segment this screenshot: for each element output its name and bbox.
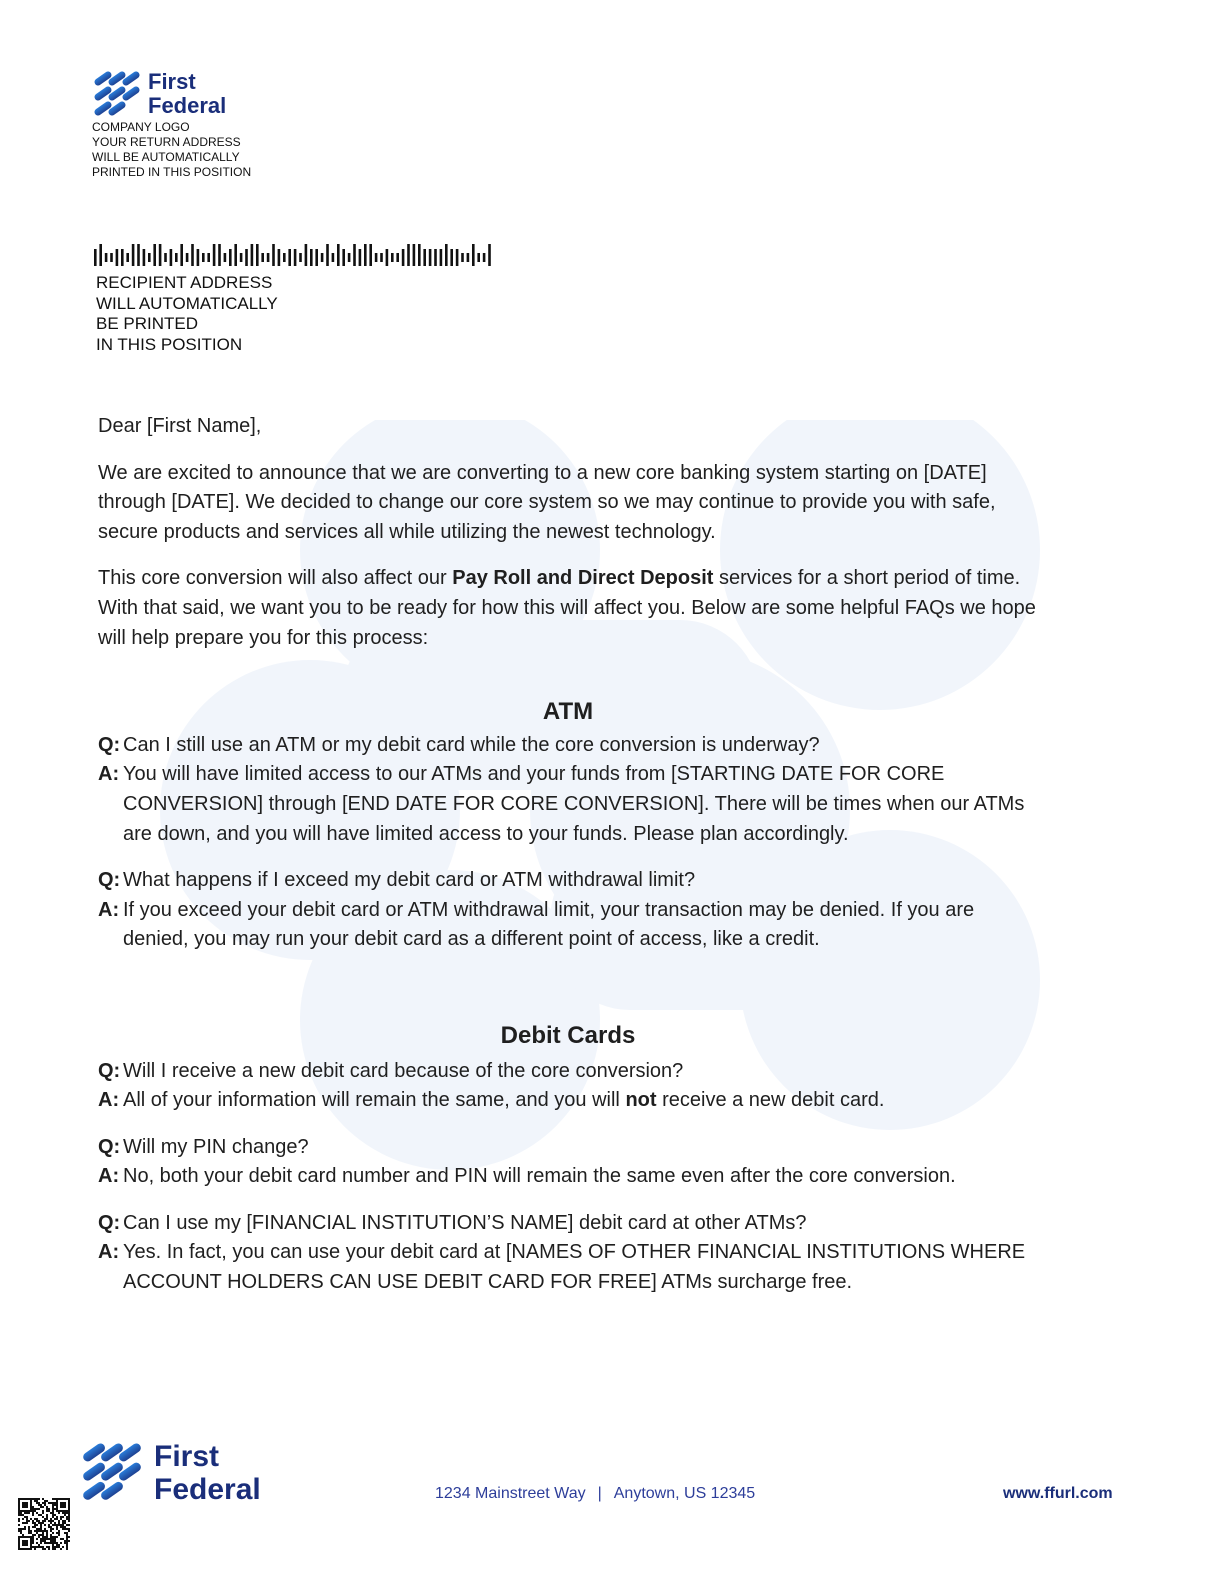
barcode-bar: [472, 244, 475, 266]
barcode-bar: [445, 244, 448, 266]
payroll-direct-deposit-emphasis: Pay Roll and Direct Deposit: [452, 567, 714, 590]
logo-wordmark: [148, 70, 226, 118]
return-address-line: COMPANY LOGO: [92, 120, 190, 134]
barcode-bar: [105, 253, 108, 262]
barcode-bar: [423, 249, 426, 266]
footer-city: Anytown, US 12345: [613, 1485, 756, 1502]
barcode-bar: [240, 253, 243, 262]
barcode-bar: [305, 244, 308, 266]
logo-word-line1: First: [148, 69, 196, 94]
barcode-bar: [407, 244, 410, 266]
greeting: Dear [First Name],: [98, 415, 262, 437]
recipient-line: RECIPIENT ADDRESS: [96, 273, 273, 292]
barcode-bar: [132, 244, 135, 266]
barcode-bar: [386, 249, 389, 266]
barcode-bar: [137, 244, 140, 266]
barcode-bar: [440, 249, 443, 266]
barcode-bar: [143, 249, 146, 266]
return-address: [92, 120, 251, 180]
section-title-atm: ATM: [542, 698, 594, 726]
barcode-bar: [434, 249, 437, 266]
company-logo: [92, 70, 232, 120]
barcode-bar: [191, 244, 194, 266]
answer-label: A:: [98, 1089, 120, 1112]
barcode-bar: [186, 253, 189, 262]
answer-label: A:: [98, 1165, 120, 1188]
recipient-address: [96, 273, 278, 355]
barcode-bar: [456, 249, 459, 266]
conversion-paragraph: This core conversion will also affect our Pay Roll and Direct Deposit services for a short period of time. With that said, we want you to be ready for how this will affect you. Below are some helpful FAQs we hope will help prepare you for this process:: [98, 567, 1036, 649]
barcode-bar: [197, 249, 200, 266]
footer-website-link[interactable]: www.ffurl.com: [1003, 1485, 1113, 1502]
barcode-bar: [380, 253, 383, 262]
footer-address: [435, 1485, 755, 1503]
barcode-bar: [483, 253, 486, 262]
footer-wordmark: [154, 1440, 261, 1506]
barcode-bar: [126, 253, 129, 262]
faq-item: [98, 731, 1038, 849]
section-title-debit-cards: Debit Cards: [500, 1021, 636, 1049]
barcode-bar: [110, 253, 113, 262]
barcode-bar: [418, 244, 421, 266]
barcode-bar: [364, 244, 367, 266]
barcode-bar: [251, 244, 254, 266]
not-emphasis: not: [625, 1089, 657, 1112]
question-label: Q:: [98, 733, 121, 756]
footer-word-line1: First: [154, 1440, 220, 1473]
barcode-bar: [245, 249, 248, 266]
barcode-bar: [337, 244, 340, 266]
answer-text: No, both your debit card number and PIN will remain the same even after the core conversion.: [123, 1165, 956, 1188]
answer-text: If you exceed your debit card or ATM withdrawal limit, your transaction may be denied. If you are denied, you may run your debit card as a different point of access, like a credit.: [123, 898, 975, 951]
footer-separator: |: [597, 1485, 602, 1502]
footer-word-line2: Federal: [154, 1473, 261, 1506]
answer-text: All of your information will remain the same, and you will not receive a new debit card.: [123, 1089, 885, 1112]
logo-mark-icon: [80, 1440, 144, 1502]
answer-label: A:: [98, 898, 120, 921]
return-address-line: WILL BE AUTOMATICALLY: [92, 150, 240, 164]
barcode-bar: [310, 249, 313, 266]
barcode-bar: [164, 253, 167, 262]
barcode-bar: [413, 244, 416, 266]
barcode-bar: [170, 249, 173, 266]
barcode-bar: [450, 249, 453, 266]
recipient-line: IN THIS POSITION: [96, 334, 243, 354]
barcode-bar: [461, 253, 464, 262]
barcode-bar: [283, 253, 286, 262]
question-label: Q:: [98, 1059, 121, 1082]
barcode-bar: [429, 249, 432, 266]
barcode-bar: [402, 249, 405, 266]
barcode-bar: [218, 244, 221, 266]
qr-code-icon: [18, 1498, 70, 1550]
barcode-bar: [207, 253, 210, 262]
recipient-line: WILL AUTOMATICALLY: [96, 293, 278, 313]
recipient-line: BE PRINTED: [96, 314, 199, 334]
barcode-bar: [477, 253, 480, 262]
logo-mark-icon: [92, 70, 142, 116]
barcode-bar: [315, 249, 318, 266]
faq-item: [98, 1209, 1038, 1298]
barcode-bar: [294, 249, 297, 266]
barcode-bar: [116, 249, 119, 266]
barcode-bar: [121, 249, 124, 266]
barcode-bar: [175, 253, 178, 262]
barcode-bar: [224, 253, 227, 262]
footer-logo: [80, 1440, 270, 1510]
barcode-bar: [229, 249, 232, 266]
faq-item: [98, 1057, 1038, 1116]
question-text: Will I receive a new debit card because of the core conversion?: [123, 1059, 684, 1082]
barcode-bar: [153, 244, 156, 266]
question-label: Q:: [98, 1211, 121, 1234]
return-address-line: YOUR RETURN ADDRESS: [92, 135, 241, 149]
answer-text: You will have limited access to our ATMs and your funds from [STARTING DATE FOR CORE CONVERSION] through [END DATE FOR CORE CONVERSION]. There will be times when our ATMs are down, and you will have limited access to your funds. Please plan accordingly.: [123, 763, 1025, 845]
question-label: Q:: [98, 869, 121, 892]
return-address-line: PRINTED IN THIS POSITION: [92, 165, 252, 179]
barcode-bar: [213, 244, 216, 266]
barcode-bar: [332, 253, 335, 262]
letter-body: [98, 412, 1038, 1315]
barcode-bar: [369, 244, 372, 266]
barcode-bar: [342, 249, 345, 266]
barcode-bar: [180, 244, 183, 266]
barcode-bar: [326, 244, 329, 266]
footer-street: 1234 Mainstreet Way: [435, 1485, 586, 1502]
faq-item: [98, 1133, 1038, 1192]
question-text: Can I use my [FINANCIAL INSTITUTION’S NAME] debit card at other ATMs?: [123, 1211, 807, 1234]
barcode-bar: [267, 253, 270, 262]
answer-text: Yes. In fact, you can use your debit card at [NAMES OF OTHER FINANCIAL INSTITUTIONS WHERE ACCOUNT HOLDERS CAN USE DEBIT CARD FOR FREE] ATMs surcharge free.: [123, 1241, 1026, 1294]
barcode-bar: [202, 253, 205, 262]
barcode-bar: [467, 253, 470, 262]
logo-word-line2: Federal: [148, 93, 227, 118]
barcode-bar: [353, 244, 356, 266]
question-text: Will my PIN change?: [123, 1135, 309, 1158]
barcode-bar: [148, 253, 151, 262]
barcode-bar: [348, 253, 351, 262]
barcode-bar: [234, 244, 237, 266]
barcode-bar: [99, 244, 102, 266]
barcode-bar: [159, 244, 162, 266]
answer-label: A:: [98, 1241, 120, 1264]
barcode-bar: [261, 253, 264, 262]
barcode-bar: [256, 244, 259, 266]
barcode-bar: [321, 253, 324, 262]
barcode-bar: [272, 244, 275, 266]
answer-label: A:: [98, 763, 120, 786]
barcode-bar: [391, 253, 394, 262]
intro-paragraph: We are excited to announce that we are converting to a new core banking system starting on [DATE] through [DATE]. We decided to change our core system so we may continue to provide you with safe, secure products and services all while utilizing the newest technology.: [98, 461, 996, 543]
barcode-bar: [359, 249, 362, 266]
barcode-bar: [396, 253, 399, 262]
barcode-bar: [488, 244, 491, 266]
barcode-bar: [278, 249, 281, 266]
barcode-bar: [94, 249, 97, 266]
faq-item: [98, 866, 1038, 955]
question-text: Can I still use an ATM or my debit card while the core conversion is underway?: [123, 733, 820, 756]
question-text: What happens if I exceed my debit card or ATM withdrawal limit?: [123, 869, 696, 892]
barcode-bar: [375, 253, 378, 262]
question-label: Q:: [98, 1135, 121, 1158]
barcode-bar: [288, 249, 291, 266]
postal-barcode: [94, 244, 494, 266]
barcode-bar: [299, 253, 302, 262]
